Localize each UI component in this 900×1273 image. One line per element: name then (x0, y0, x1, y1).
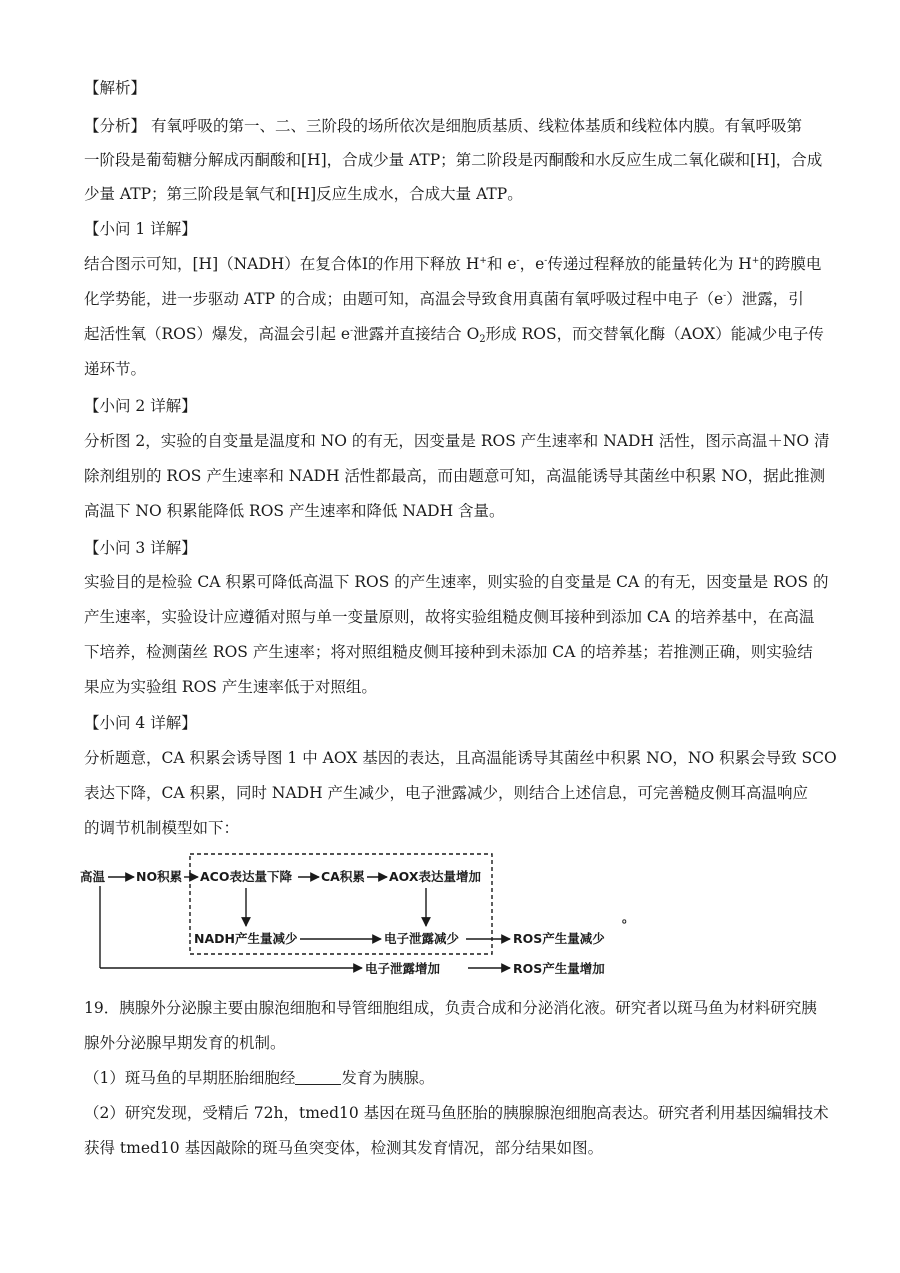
superscript: - (350, 326, 354, 336)
q4-line-2: 表达下降，CA 积累，同时 NADH 产生减少，电子泄露减少，则结合上述信息，可完善糙皮侧耳高温响应 (84, 784, 809, 802)
q19-sub1 (84, 1068, 434, 1088)
node-high-temp: 高温 (80, 869, 106, 884)
q3-header: 【小问 3 详解】 (84, 539, 197, 557)
q1-text: 起活性氧（ROS）爆发，高温会引起 e (84, 325, 351, 343)
superscript: + (751, 256, 760, 266)
q19-line-2: 腺外分泌腺早期发育的机制。 (84, 1034, 286, 1052)
q4-line-3: 的调节机制模型如下： (84, 819, 240, 837)
q1-text: ，e (519, 255, 545, 273)
q19-sub1-text: 发育为胰腺。 (341, 1069, 435, 1087)
analysis-header: 【解析】 (84, 79, 147, 97)
superscript: + (479, 256, 487, 266)
node-leak-decrease: 电子泄露减少 (384, 931, 460, 946)
q1-text: 结合图示可知，[H]（NADH）在复合体Ⅰ的作用下释放 H (84, 255, 480, 273)
q4-header: 【小问 4 详解】 (84, 714, 197, 732)
q1-line-3 (84, 324, 824, 344)
analysis-line-2: 一阶段是葡萄糖分解成丙酮酸和[H]，合成少量 ATP；第二阶段是丙酮酸和水反应生成二氧化碳和[H]，合成 (84, 151, 823, 169)
q2-line-2: 除剂组别的 ROS 产生速率和 NADH 活性都最高，而由题意可知，高温能诱导其菌丝中积累 NO，据此推测 (84, 467, 826, 485)
node-ca-accumulation: CA积累 (321, 869, 365, 884)
q1-text: 的跨膜电 (759, 255, 822, 273)
superscript: - (544, 256, 548, 266)
diagram-period: 。 (622, 910, 635, 925)
q1-line-4: 递环节。 (84, 360, 147, 378)
q1-text: ）泄露，引 (726, 290, 804, 308)
q4-line-1: 分析题意，CA 积累会诱导图 1 中 AOX 基因的表达，且高温能诱导其菌丝中积累 NO，NO 积累会导致 SCO (84, 749, 837, 767)
node-leak-increase: 电子泄露增加 (365, 961, 441, 976)
answer-blank[interactable] (295, 1070, 341, 1085)
node-ros-decrease: ROS产生量减少 (513, 931, 605, 946)
q1-line-2 (84, 289, 804, 309)
node-ros-increase: ROS产生量增加 (513, 961, 605, 976)
analysis-line-1 (84, 116, 802, 136)
analysis-label: 【分析】 (84, 117, 147, 135)
node-nadh-decrease: NADH产生量减少 (194, 931, 298, 946)
subscript: 2 (479, 334, 486, 345)
regulation-model-diagram (76, 852, 656, 984)
q19-line-1: 19．胰腺外分泌腺主要由腺泡细胞和导管细胞组成，负责合成和分泌消化液。研究者以斑马鱼为材料研究胰 (84, 999, 817, 1017)
q1-text: 形成 ROS，而交替氧化酶（AOX）能减少电子传 (485, 325, 824, 343)
node-aox-increase: AOX表达量增加 (389, 869, 481, 884)
q1-text: 泄露并直接结合 O (353, 325, 480, 343)
q2-header: 【小问 2 详解】 (84, 397, 197, 415)
q1-line-1 (84, 254, 821, 274)
q3-line-2: 产生速率，实验设计应遵循对照与单一变量原则，故将实验组糙皮侧耳接种到添加 CA 的培养基中，在高温 (84, 608, 815, 626)
q19-sub2-line-1: （2）研究发现，受精后 72h，tmed10 基因在斑马鱼胚胎的胰腺腺泡细胞高表达。研究者利用基因编辑技术 (84, 1104, 829, 1122)
superscript: - (516, 256, 520, 266)
q1-text: 和 e (486, 255, 517, 273)
q1-text: 化学势能，进一步驱动 ATP 的合成；由题可知，高温会导致食用真菌有氧呼吸过程中电子（e (84, 290, 724, 308)
node-aco-decrease: ACO表达量下降 (200, 869, 292, 884)
node-no-accumulation: NO积累 (136, 869, 183, 884)
q19-sub2-line-2: 获得 tmed10 基因敲除的斑马鱼突变体，检测其发育情况，部分结果如图。 (84, 1139, 604, 1157)
q1-header: 【小问 1 详解】 (84, 220, 197, 238)
q19-sub1-text: （1）斑马鱼的早期胚胎细胞经 (84, 1069, 296, 1087)
q3-line-4: 果应为实验组 ROS 产生速率低于对照组。 (84, 678, 377, 696)
analysis-text-1: 有氧呼吸的第一、二、三阶段的场所依次是细胞质基质、线粒体基质和线粒体内膜。有氧呼吸第 (150, 117, 802, 135)
analysis-line-3: 少量 ATP；第三阶段是氧气和[H]反应生成水，合成大量 ATP。 (84, 185, 523, 203)
q3-line-3: 下培养，检测菌丝 ROS 产生速率；将对照组糙皮侧耳接种到未添加 CA 的培养基；若推测正确，则实验结 (84, 643, 813, 661)
superscript: - (723, 291, 727, 301)
q2-line-3: 高温下 NO 积累能降低 ROS 产生速率和降低 NADH 含量。 (84, 502, 505, 520)
q2-line-1: 分析图 2，实验的自变量是温度和 NO 的有无，因变量是 ROS 产生速率和 NADH 活性，图示高温＋NO 清 (84, 432, 830, 450)
q1-text: 传递过程释放的能量转化为 H (547, 255, 752, 273)
q3-line-1: 实验目的是检验 CA 积累可降低高温下 ROS 的产生速率，则实验的自变量是 CA 的有无，因变量是 ROS 的 (84, 573, 829, 591)
